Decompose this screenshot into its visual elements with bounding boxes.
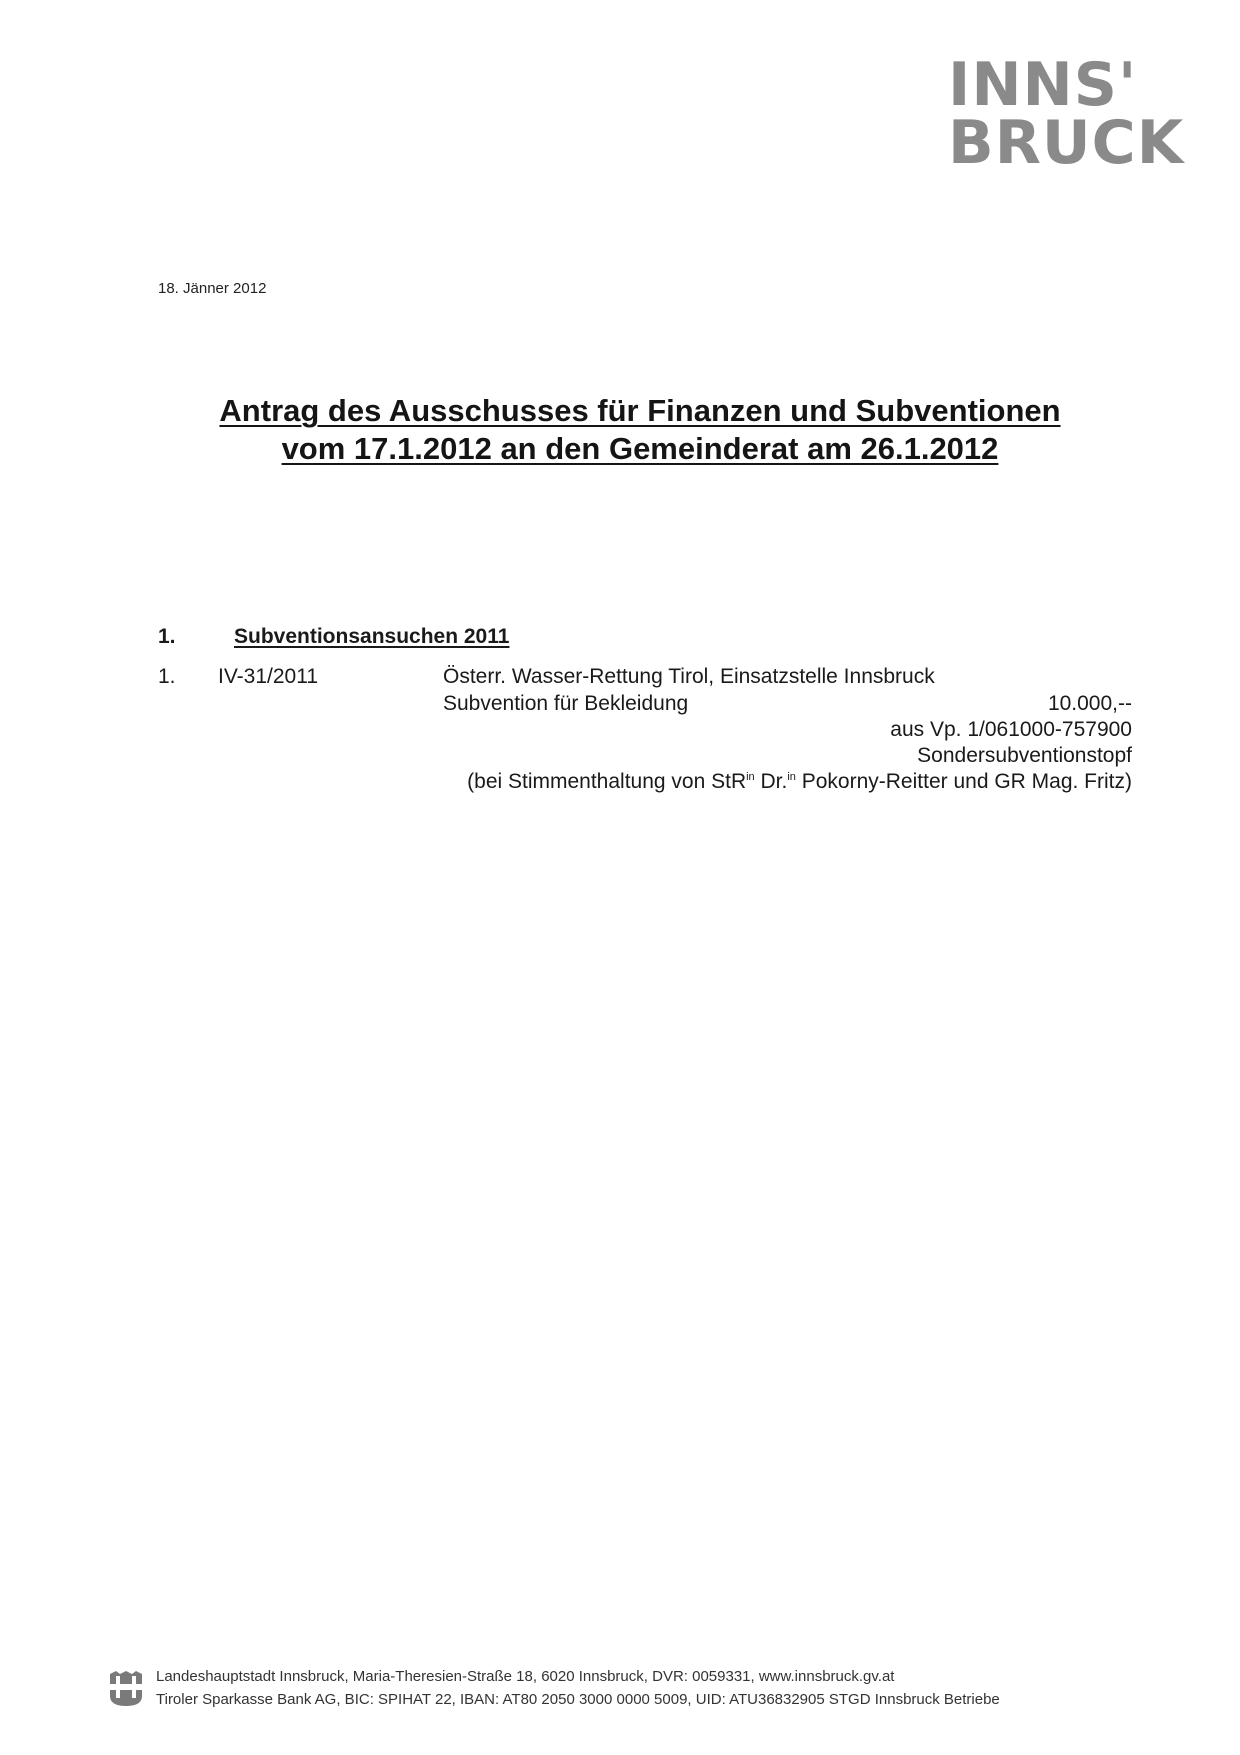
item-budget-line: aus Vp. 1/061000-757900 xyxy=(890,718,1132,741)
city-logo xyxy=(948,50,1198,178)
footer-address: Landeshauptstadt Innsbruck, Maria-Theresien-Straße 18, 6020 Innsbruck, DVR: 0059331, www.innsbruck.gv.at xyxy=(156,1668,895,1685)
note-part-2: Dr. xyxy=(754,770,788,793)
title-line-1: Antrag des Ausschusses für Finanzen und Subventionen xyxy=(219,393,1061,428)
item-purpose: Subvention für Bekleidung xyxy=(443,692,689,715)
item-fund: Sondersubventionstopf xyxy=(917,744,1132,767)
note-part-1: (bei Stimmenthaltung von StR xyxy=(467,770,747,793)
note-superscript-1: in xyxy=(746,771,755,783)
note-superscript-2: in xyxy=(787,771,796,783)
item-number: 1. xyxy=(158,665,176,688)
section-number: 1. xyxy=(158,625,176,648)
item-abstention-note xyxy=(467,770,1132,794)
item-amount: 10.000,-- xyxy=(1047,692,1132,715)
document-date: 18. Jänner 2012 xyxy=(158,280,267,297)
title-line-2: vom 17.1.2012 an den Gemeinderat am 26.1.2012 xyxy=(281,431,999,466)
logo-line-1: INNS' xyxy=(948,50,1138,120)
item-organization: Österr. Wasser-Rettung Tirol, Einsatzstelle Innsbruck xyxy=(443,665,935,688)
document-title xyxy=(160,392,1120,468)
section-title: Subventionsansuchen 2011 xyxy=(234,625,510,648)
footer-bank: Tiroler Sparkasse Bank AG, BIC: SPIHAT 22, IBAN: AT80 2050 3000 0000 5009, UID: ATU36832905 STGD Innsbruck Betriebe xyxy=(156,1691,1000,1708)
item-reference: IV-31/2011 xyxy=(218,665,319,688)
city-emblem-icon xyxy=(108,1668,144,1708)
note-part-3: Pokorny-Reitter und GR Mag. Fritz) xyxy=(795,770,1132,793)
logo-line-2: BRUCK xyxy=(948,108,1185,178)
